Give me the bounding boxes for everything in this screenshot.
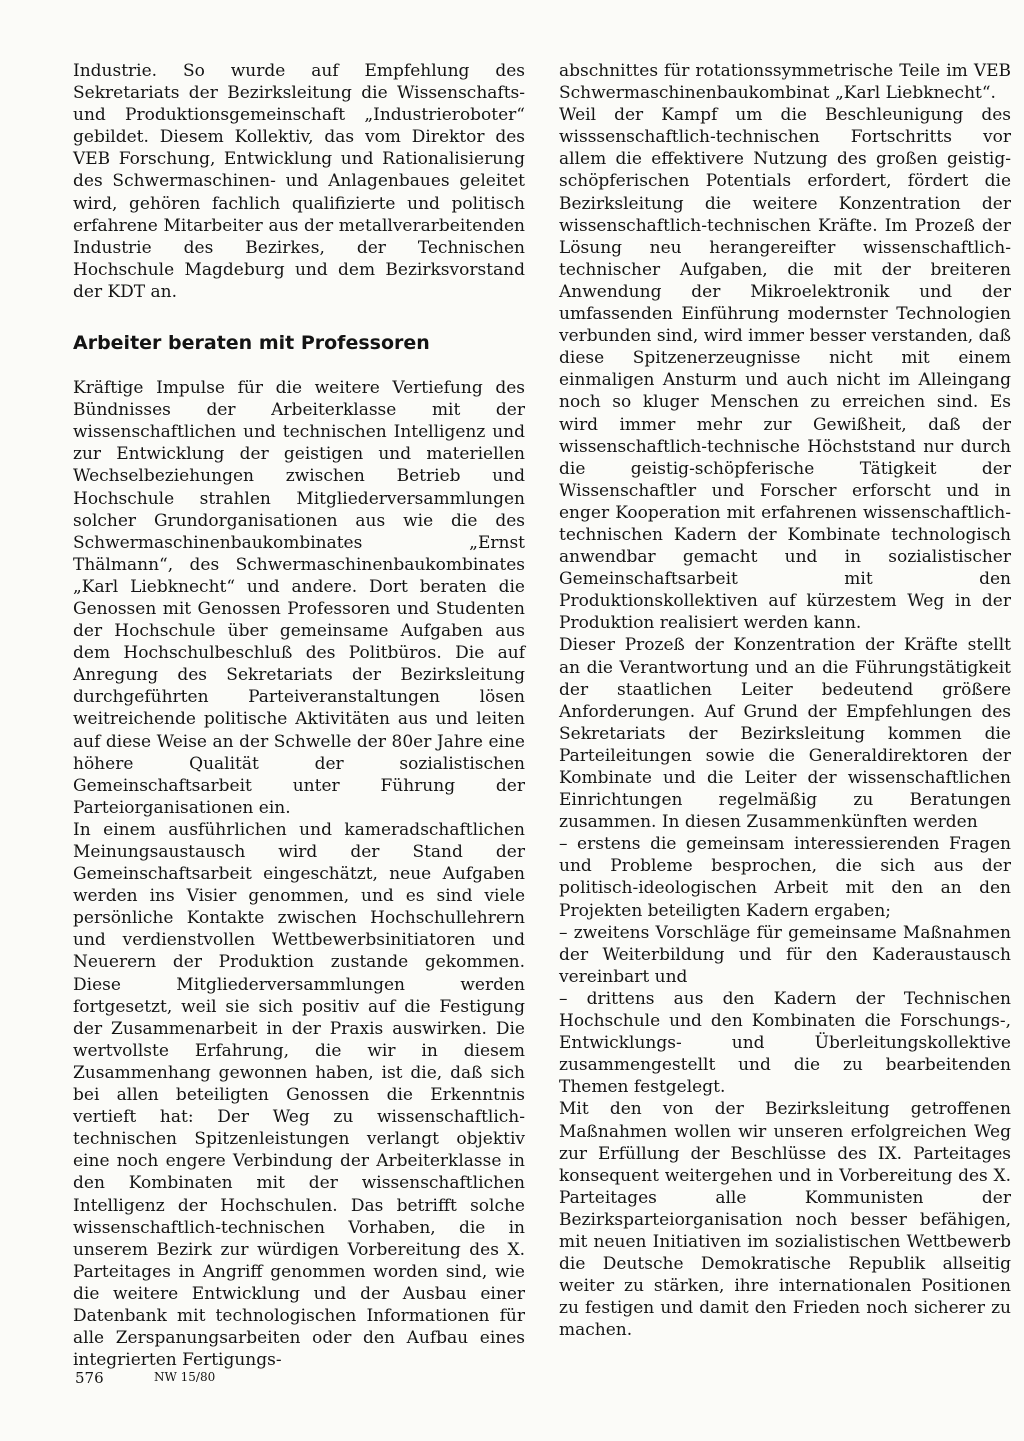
page-number: 576 [75,1369,104,1387]
paragraph: Industrie. So wurde auf Empfehlung des Sekretariats der Bezirksleitung die Wissenschafts- und Produktionsgemeinschaft „Industrieroboter“ gebildet. Diesem Kollektiv, das vom Direktor des VEB Forschung, Entwicklung und Rationalisierung des Schwermaschinen- und Anlagenbaues geleitet wird, gehören fachlich qualifizierte und politisch erfahrene Mitarbeiter aus der metallverarbeitenden Industrie des Bezirkes, der Technischen Hochschule Magdeburg und dem Bezirksvorstand der KDT an. [73,61,525,302]
paragraph: Dieser Prozeß der Konzentration der Kräfte stellt an die Verantwortung und an die Führungstätigkeit der staatlichen Leiter bedeutend größere Anforderungen. Auf Grund der Empfehlungen des Sekretariats der Bezirksleitung kommen die Parteileitungen sowie die Generaldirektoren der Kombinate und die Leiter der wissenschaftlichen Einrichtungen regelmäßig zu Beratungen zusammen. In diesen Zusammenkünften werden [559,635,1011,833]
section-heading: Arbeiter beraten mit Professoren [73,332,430,355]
paragraph: Weil der Kampf um die Beschleunigung des wisssenschaftlich-technischen Fortschritts vor allem die effektivere Nutzung des großen geistig-schöpferischen Potentials erfordert, fördert die Bezirksleitung die weitere Konzentration der wissenschaftlich-technischen Kräfte. Im Prozeß der Lösung neu herangereifter wissenschaftlich-technischer Aufgaben, die mit der breiteren Anwendung der Mikroelektronik und der umfassenden Einführung modernster Technologien verbunden sind, wird immer besser verstanden, daß diese Spitzenerzeugnisse nicht mit einem einmaligen Ansturm und auch nicht im Alleingang noch so kluger Menschen zu erreichen sind. Es wird immer mehr zur Gewißheit, daß der wissenschaftlich-technische Höchststand nur durch die geistig-schöpferische Tätigkeit der Wissenschaftler und Forscher erforscht und in enger Kooperation mit erfahrenen wissenschaftlich-technischen Kadern der Kombinate technologisch anwendbar gemacht und in sozialistischer Gemeinschaftsarbeit mit den Produktionskollektiven auf kürzestem Weg in der Produktion realisiert werden kann. [559,105,1011,634]
list-item: – drittens aus den Kadern der Technischen Hochschule und den Kombinaten die Forschungs-, Entwicklungs- und Überleitungskollektive zusammengestellt und die zu bearbeitenden Themen festgelegt. [559,988,1011,1098]
right-column [559,60,1011,1341]
paragraph: Mit den von der Bezirksleitung getroffenen Maßnahmen wollen wir unseren erfolgreichen Weg zur Erfüllung der Beschlüsse des IX. Parteitages konsequent weitergehen und in Vorbereitung des X. Parteitages alle Kommunisten der Bezirksparteiorganisation noch besser befähigen, mit neuen Initiativen im sozialistischen Wettbewerb die Deutsche Demokratische Republik allseitig weiter zu stärken, ihre internationalen Positionen zu festigen und damit den Frieden noch sicherer zu machen. [559,1099,1011,1341]
left-column [73,60,525,1371]
paragraph: In einem ausführlichen und kameradschaftlichen Meinungsaustausch wird der Stand der Gemeinschaftsarbeit eingeschätzt, neue Aufgaben werden ins Visier genommen, und es sind viele persönliche Kontakte zwischen Hochschullehrern und verdienstvollen Wettbewerbsinitiatoren und Neuerern der Produktion zustande gekommen. Diese Mitgliederversammlungen werden fortgesetzt, weil sie sich positiv auf die Festigung der Zusammenarbeit in der Praxis auswirken. Die wertvollste Erfahrung, die wir in diesem Zusammenhang gewonnen haben, ist die, daß sich bei allen beteiligten Genossen die Erkenntnis vertieft hat: Der Weg zu wissenschaftlich-technischen Spitzenleistungen verlangt objektiv eine noch engere Verbindung der Arbeiterklasse in den Kombinaten mit der wissenschaftlichen Intelligenz der Hochschulen. Das betrifft solche wissenschaftlich-technischen Vorhaben, die in unserem Bezirk zur würdigen Vorbereitung des X. Parteitages in Angriff genommen worden sind, wie die weitere Entwicklung und der Ausbau einer Datenbank mit technologischen Informationen für alle Zerspanungsarbeiten oder den Aufbau eines integrierten Fertigungs- [73,819,525,1371]
issue-label: NW 15/80 [154,1370,216,1384]
list-item: – zweitens Vorschläge für gemeinsame Maßnahmen der Weiterbildung und für den Kaderaustausch vereinbart und [559,922,1011,987]
list-item: – erstens die gemeinsam interessierenden Fragen und Probleme besprochen, die sich aus der politisch-ideologischen Arbeit mit den an den Projekten beteiligten Kadern ergaben; [559,834,1011,921]
paragraph: abschnittes für rotationssymmetrische Teile im VEB Schwermaschinenbaukombinat „Karl Liebknecht“. [559,61,1011,104]
paragraph: Kräftige Impulse für die weitere Vertiefung des Bündnisses der Arbeiterklasse mit der wissenschaftlichen und technischen Intelligenz und zur Entwicklung der geistigen und materiellen Wechselbeziehungen zwischen Betrieb und Hochschule strahlen Mitgliederversammlungen solcher Grundorganisationen aus wie die des Schwermaschinenbaukombinates „Ernst Thälmann“, des Schwermaschinenbaukombinates „Karl Liebknecht“ und andere. Dort beraten die Genossen mit Genossen Professoren und Studenten der Hochschule über gemeinsame Aufgaben aus dem Hochschulbeschluß des Politbüros. Die auf Anregung des Sekretariats der Bezirksleitung durchgeführten Parteiveranstaltungen lösen weitreichende politische Aktivitäten aus und leiten auf diese Weise an der Schwelle der 80er Jahre eine höhere Qualität der sozialistischen Gemeinschaftsarbeit unter Führung der Parteiorganisationen ein. [73,378,525,818]
